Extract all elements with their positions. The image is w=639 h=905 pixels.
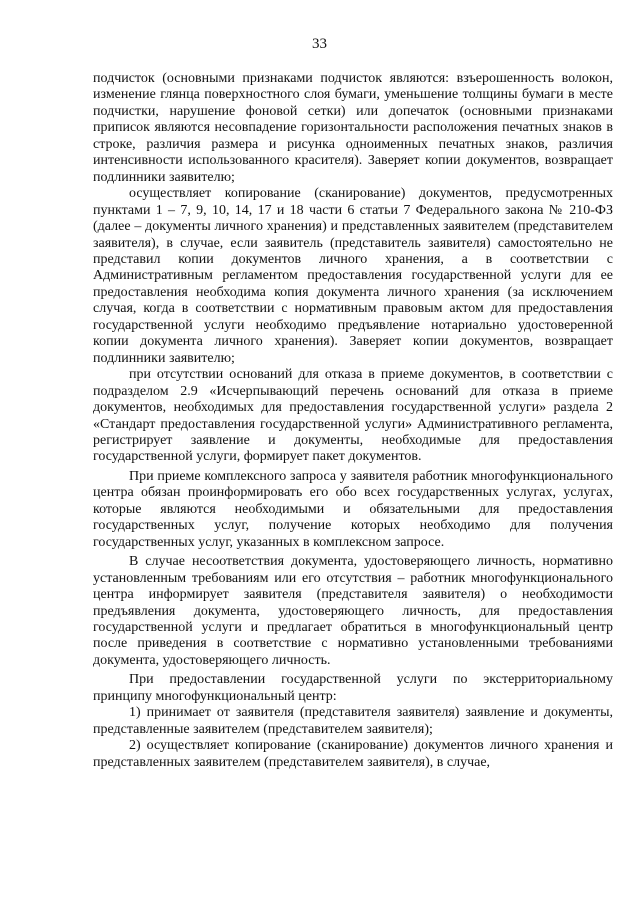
page-number: 33: [312, 36, 327, 52]
paragraph-4: При приеме комплексного запроса у заявителя работник многофункционального центра обязан проинформировать его обо всех государственных услугах, услугах, которые являются необходимыми и обязательными для предоставления государственных услуг, получение которых необходимо для получения государственных услуг, указанных в комплексном запросе.: [93, 468, 613, 550]
paragraph-1: подчисток (основными признаками подчисток являются: взъерошенность волокон, изменение глянца поверхностного слоя бумаги, уменьшение толщины бумаги в месте подчистки, нарушение фоновой сетки) или допечаток (основными признаками приписок являются несовпадение горизонтальности расположения печатных знаков в строке, различия размера и рисунка одноименных печатных знаков, различия интенсивности использованного красителя). Заверяет копии документов, возвращает подлинники заявителю;: [93, 71, 613, 185]
paragraph-8: 2) осуществляет копирование (сканирование) документов личного хранения и представленных заявителем (представителем заявителя), в случае,: [93, 738, 613, 770]
paragraph-2: осуществляет копирование (сканирование) документов, предусмотренных пунктами 1 – 7, 9, 10, 14, 17 и 18 части 6 статьи 7 Федерального закона № 210-ФЗ (далее – документы личного хранения) и представленных заявителем (представителем заявителя), в случае, если заявитель (представитель заявителя) самостоятельно не представил копии документов личного хранения, а в соответствии с Административным регламентом предоставления государственной услуги для ее предоставления необходима копия документа личного хранения (за исключением случая, когда в соответствии с нормативным правовым актом для предоставления государственной услуги необходимо предъявление нотариально удостоверенной копии документа личного хранения). Заверяет копии документов, возвращает подлинники заявителю;: [93, 186, 613, 366]
paragraph-3: при отсутствии оснований для отказа в приеме документов, в соответствии с подразделом 2.9 «Исчерпывающий перечень оснований для отказа в приеме документов, необходимых для предоставления государственной услуги» раздела 2 «Стандарт предоставления государственной услуги» Административного регламента, регистрирует заявление и документы, необходимые для предоставления государственной услуги, формирует пакет документов.: [93, 367, 613, 465]
paragraph-5: В случае несоответствия документа, удостоверяющего личность, нормативно установленным требованиям или его отсутствия – работник многофункционального центра информирует заявителя (представителя заявителя) о необходимости предъявления документа, удостоверяющего личность, для предоставления государственной услуги и предлагает обратиться в многофункциональный центр после приведения в соответствие с нормативно установленными требованиями документа, удостоверяющего личность.: [93, 554, 613, 668]
paragraph-6: При предоставлении государственной услуги по экстерриториальному принципу многофункциональный центр:: [93, 672, 613, 704]
paragraph-7: 1) принимает от заявителя (представителя заявителя) заявление и документы, представленные заявителем (представителем заявителя);: [93, 705, 613, 737]
body-text: [93, 71, 613, 771]
